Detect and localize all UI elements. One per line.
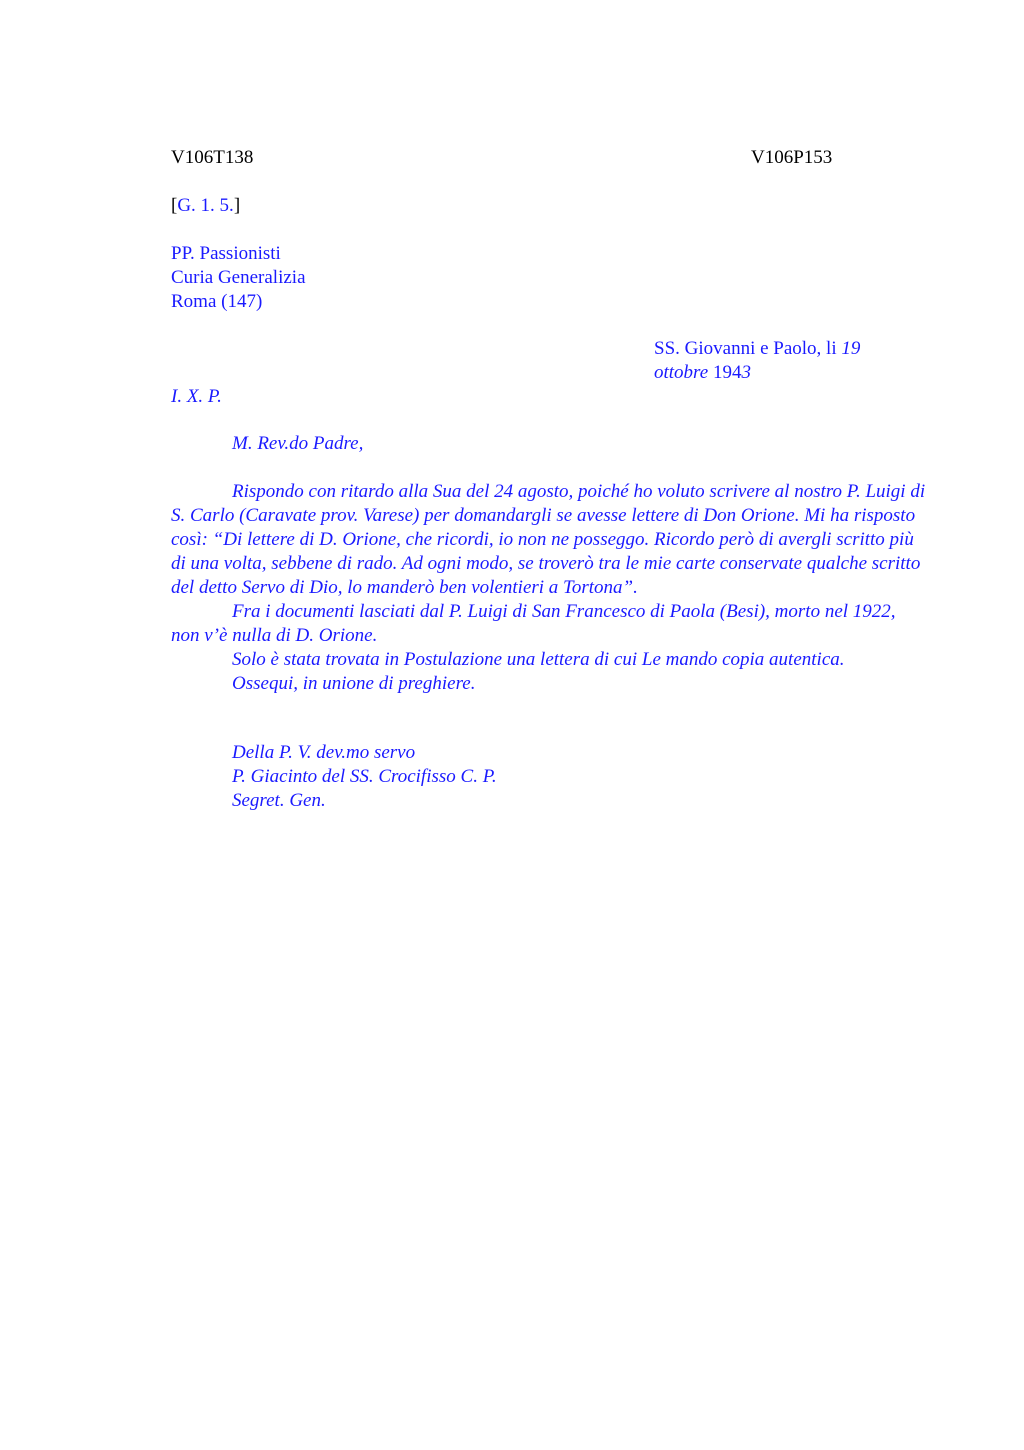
- date-year-last-digit: 3: [741, 362, 751, 383]
- closing-line-1: Della P. V. dev.mo servo: [232, 742, 416, 763]
- body-paragraph-2: Fra i documenti lasciati dal P. Luigi di San Francesco di Paola (Besi), morto nel 1922, non v’è nulla di D. Orione.: [171, 601, 896, 646]
- signature-title: Segret. Gen.: [232, 790, 326, 811]
- body-paragraph-4: Ossequi, in unione di preghiere.: [232, 673, 476, 694]
- body-paragraph-3: Solo è stata trovata in Postulazione una lettera di cui Le mando copia autentica.: [232, 649, 845, 670]
- date-day: 19: [841, 338, 861, 359]
- invocation: I. X. P.: [171, 386, 222, 407]
- date-year: 194: [708, 362, 742, 383]
- archive-bracket-close: ]: [233, 195, 241, 216]
- archive-reference: [171, 194, 240, 218]
- body-paragraph-1: Rispondo con ritardo alla Sua del 24 agosto, poiché ho voluto scrivere al nostro P. Luigi di S. Carlo (Caravate prov. Varese) per domandargli se avesse lettere di Don Orione. Mi ha risposto così: “Di lettere di D. Orione, che ricordi, io non ne posseggo. Ricordo però di avergli scritto più di una volta, sebbene di rado. Ad ogni modo, se troverò tra le mie carte conservate qualche scritto del detto Servo di Dio, lo manderò ben volentieri a Tortona”.: [171, 481, 926, 598]
- signature-name: P. Giacinto del SS. Crocifisso C. P.: [232, 766, 497, 787]
- recipient-line-2: Curia Generalizia: [171, 267, 306, 288]
- document-code-left: V106T138: [171, 147, 254, 168]
- date-line-2: [654, 361, 751, 385]
- date-line: [654, 337, 860, 361]
- recipient-line-3: Roma (147): [171, 291, 263, 312]
- salutation: M. Rev.do Padre,: [232, 433, 364, 454]
- date-place: SS. Giovanni e Paolo, li: [654, 338, 842, 359]
- archive-bracket-open: [: [171, 195, 178, 216]
- recipient-line-1: PP. Passionisti: [171, 243, 281, 264]
- letter-body: [171, 480, 926, 696]
- document-code-right: V106P153: [751, 147, 833, 168]
- date-month: ottobre: [654, 362, 709, 383]
- archive-code: G. 1. 5.: [177, 195, 234, 216]
